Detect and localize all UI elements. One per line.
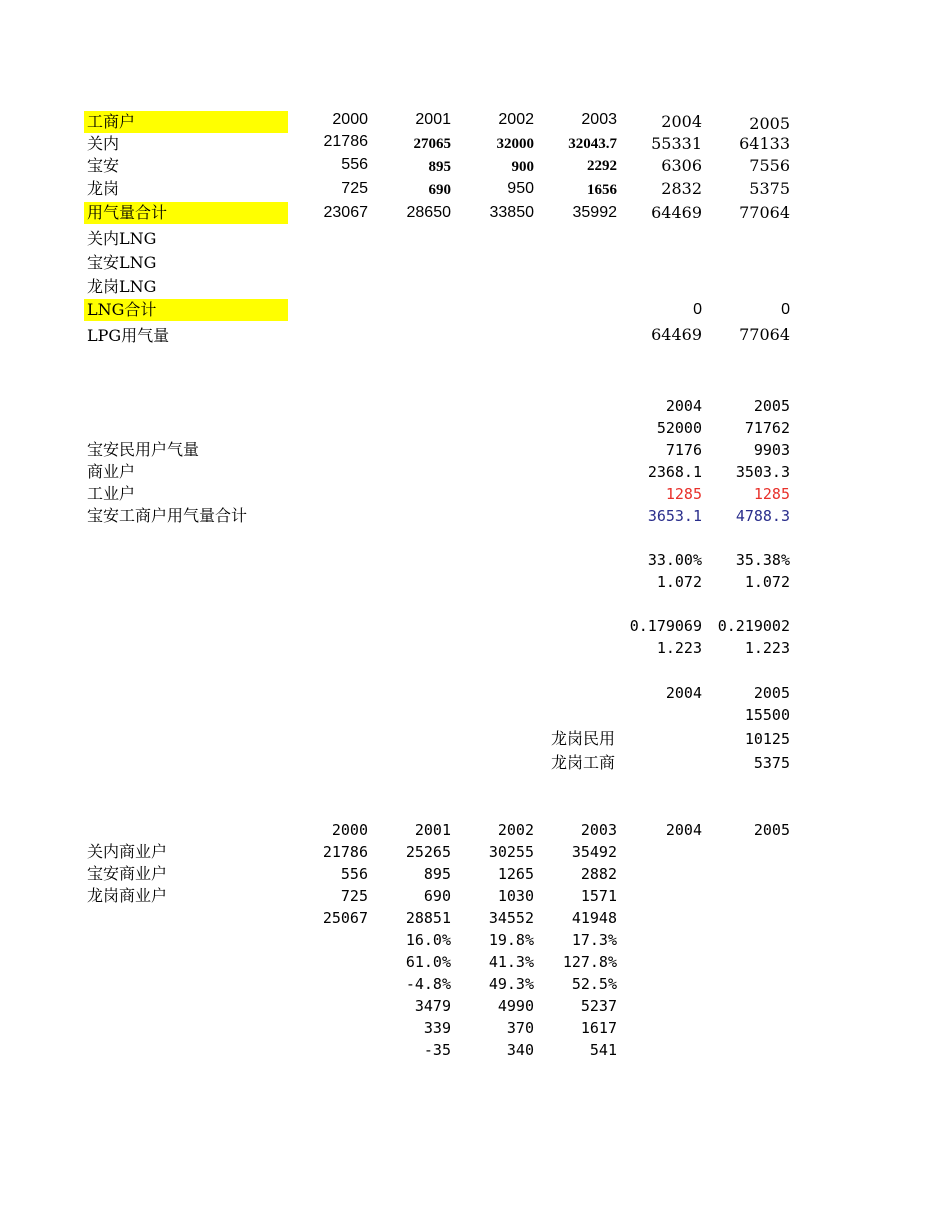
t3-cell: 5375	[753, 754, 790, 772]
t4-delta-cell: 1617	[580, 1019, 617, 1037]
t4-cell: 556	[340, 865, 368, 883]
t2-row-label: 商业户	[87, 462, 136, 481]
t1-cell: 900	[511, 159, 534, 175]
t1-cell: 690	[428, 182, 451, 198]
t2-pct: 33.00%	[647, 551, 702, 569]
t1-lpg-label: LPG用气量	[87, 326, 170, 345]
t4-cell: 35492	[571, 843, 617, 861]
t1-cell: 556	[341, 156, 368, 173]
t4-cell: 1571	[580, 887, 617, 905]
t1-cell: 725	[341, 180, 368, 197]
t1-total-cell: 77064	[739, 203, 790, 222]
t4-total-cell: 25067	[322, 909, 368, 927]
t1-lng-label: 龙岗LNG	[87, 277, 157, 296]
t4-cell: 895	[423, 865, 451, 883]
t1-total-cell: 33850	[489, 204, 534, 221]
t4-cell: 21786	[322, 843, 368, 861]
t1-row-label-longgang: 龙岗	[87, 179, 120, 198]
t1-cell: 2292	[587, 158, 617, 174]
t4-year: 2002	[497, 821, 534, 839]
t3-year-2005: 2005	[753, 684, 790, 702]
t1-cell: 27065	[413, 136, 451, 152]
t3-row-label: 龙岗工商	[550, 753, 615, 772]
t1-total-cell: 28650	[406, 204, 451, 221]
t4-year: 2000	[331, 821, 368, 839]
t1-lng-total-cell: 0	[781, 301, 790, 318]
t4-cell: 30255	[488, 843, 534, 861]
t2-row-label: 工业户	[87, 484, 136, 503]
t2-ratio: 0.219002	[717, 617, 790, 635]
t1-cell: 5375	[749, 179, 790, 198]
t3-row-label: 龙岗民用	[550, 729, 615, 748]
t1-cell: 21786	[323, 133, 368, 150]
t1-year-2001: 2001	[415, 111, 451, 128]
t4-delta-cell: 3479	[414, 997, 451, 1015]
t4-delta-cell: 4990	[497, 997, 534, 1015]
t3-year-2004: 2004	[665, 684, 702, 702]
t4-cell: 1030	[497, 887, 534, 905]
t3-cell: 15500	[744, 706, 790, 724]
t1-cell: 64133	[739, 134, 790, 153]
t4-total-cell: 34552	[488, 909, 534, 927]
t2-ratio: 0.179069	[629, 617, 702, 635]
t1-lpg-cell: 77064	[739, 325, 790, 344]
t4-cell: 1265	[497, 865, 534, 883]
t1-total-cell: 23067	[323, 204, 368, 221]
t2-year-2005: 2005	[753, 397, 790, 415]
t1-cell: 7556	[749, 156, 790, 175]
t4-total-cell: 41948	[571, 909, 617, 927]
t2-cell-red: 1285	[753, 485, 790, 503]
t4-year: 2004	[665, 821, 702, 839]
t1-year-2000: 2000	[332, 111, 368, 128]
t4-delta-cell: 5237	[580, 997, 617, 1015]
t1-row-label-guannei: 关内	[87, 134, 120, 153]
t2-pct: 35.38%	[735, 551, 790, 569]
t4-delta-cell: 370	[506, 1019, 534, 1037]
t4-delta-cell: 339	[423, 1019, 451, 1037]
t1-year-2002: 2002	[498, 111, 534, 128]
t4-year: 2003	[580, 821, 617, 839]
t4-year: 2001	[414, 821, 451, 839]
t1-year-2005: 2005	[749, 114, 790, 133]
t4-growth-cell: 61.0%	[405, 953, 451, 971]
t2-row-label: 宝安民用户气量	[87, 440, 200, 459]
t1-cell: 2832	[661, 179, 702, 198]
t4-cell: 725	[340, 887, 368, 905]
t4-growth-cell: 52.5%	[571, 975, 617, 993]
t1-cell: 950	[507, 180, 534, 197]
t1-cell: 32043.7	[568, 136, 617, 152]
t1-cell: 1656	[587, 182, 617, 198]
t1-year-2003: 2003	[581, 111, 617, 128]
t4-delta-cell: 541	[589, 1041, 617, 1059]
t2-cell: 2368.1	[647, 463, 702, 481]
t1-total-cell: 64469	[651, 203, 702, 222]
t4-cell: 2882	[580, 865, 617, 883]
t2-row-label: 宝安工商户用气量合计	[87, 506, 248, 525]
t4-growth-cell: -4.8%	[405, 975, 451, 993]
t4-cell: 690	[423, 887, 451, 905]
t1-cell: 55331	[651, 134, 702, 153]
t2-cell: 52000	[656, 419, 702, 437]
t2-cell-red: 1285	[665, 485, 702, 503]
t1-cell: 895	[428, 159, 451, 175]
header-label-gongshanghu: 工商户	[84, 111, 288, 133]
t4-row-label: 宝安商业户	[87, 864, 168, 883]
t1-year-2004: 2004	[661, 112, 702, 131]
t4-cell: 25265	[405, 843, 451, 861]
t4-growth-cell: 127.8%	[562, 953, 617, 971]
t4-growth-cell: 19.8%	[488, 931, 534, 949]
t1-total-label: 用气量合计	[84, 202, 288, 224]
t4-growth-cell: 41.3%	[488, 953, 534, 971]
t1-cell: 32000	[496, 136, 534, 152]
t1-cell: 6306	[661, 156, 702, 175]
t2-factor: 1.223	[656, 639, 702, 657]
t4-year: 2005	[753, 821, 790, 839]
t2-cell: 3503.3	[735, 463, 790, 481]
t1-lng-total-label: LNG合计	[84, 299, 288, 321]
t1-lng-label: 关内LNG	[87, 229, 157, 248]
t2-factor: 1.072	[656, 573, 702, 591]
t4-delta-cell: 340	[506, 1041, 534, 1059]
t1-total-cell: 35992	[572, 204, 617, 221]
t2-cell: 9903	[753, 441, 790, 459]
t2-factor: 1.223	[744, 639, 790, 657]
t1-row-label-baoan: 宝安	[87, 156, 120, 175]
t2-factor: 1.072	[744, 573, 790, 591]
t1-lng-label: 宝安LNG	[87, 253, 157, 272]
t4-total-cell: 28851	[405, 909, 451, 927]
t4-growth-cell: 17.3%	[571, 931, 617, 949]
t2-cell-blue: 3653.1	[647, 507, 702, 525]
t4-delta-cell: -35	[423, 1041, 451, 1059]
t2-year-2004: 2004	[665, 397, 702, 415]
t4-growth-cell: 49.3%	[488, 975, 534, 993]
t4-row-label: 龙岗商业户	[87, 886, 168, 905]
t2-cell-blue: 4788.3	[735, 507, 790, 525]
t4-growth-cell: 16.0%	[405, 931, 451, 949]
t1-lpg-cell: 64469	[651, 325, 702, 344]
t4-row-label: 关内商业户	[87, 842, 168, 861]
t3-cell: 10125	[744, 730, 790, 748]
t1-lng-total-cell: 0	[693, 301, 702, 318]
t2-cell: 71762	[744, 419, 790, 437]
t2-cell: 7176	[665, 441, 702, 459]
